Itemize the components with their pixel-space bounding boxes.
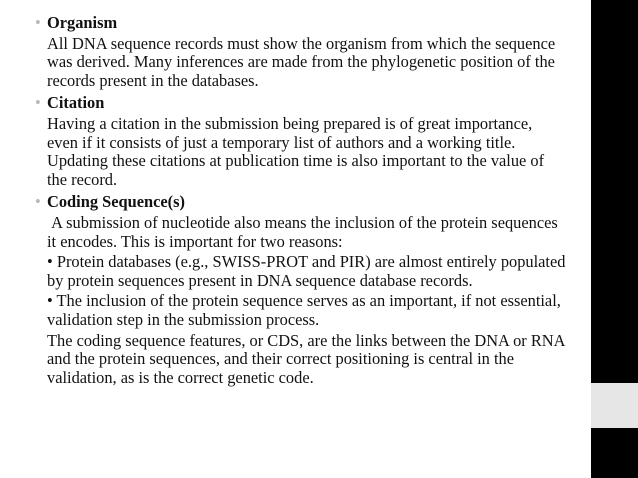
paragraph-organism: All DNA sequence records must show the organism from which the sequence was derived. Many inferences are made from the phylogenetic position of the records present in the databases. <box>47 33 556 90</box>
paragraph-coding-closing: The coding sequence features, or CDS, are the links between the DNA or RNA and the protein sequences, and their correct positioning is central in the validation, as is the correct genetic code. <box>47 330 565 387</box>
bullet-marker: • <box>35 13 41 32</box>
sidebar-accent-block <box>591 383 638 428</box>
heading-coding-sequence <box>35 192 567 212</box>
slide-content <box>35 13 567 391</box>
paragraph-citation: Having a citation in the submission being prepared is of great importance, even if it consists of just a temporary list of authors and a working title. Updating these citations at publication time is also important to the value of the record. <box>47 113 545 189</box>
paragraph-coding-intro: A submission of nucleotide also means the inclusion of the protein sequences it encodes. This is important for two reasons: <box>47 212 562 251</box>
heading-citation <box>35 93 567 113</box>
paragraph-reason-2: • The inclusion of the protein sequence serves as an important, if not essential, validation step in the submission process. <box>47 291 561 329</box>
heading-citation-text: Citation <box>47 93 105 113</box>
heading-organism <box>35 13 567 33</box>
bullet-marker: • <box>35 192 41 212</box>
bullet-marker: • <box>35 93 41 113</box>
paragraph-reason-1: • Protein databases (e.g., SWISS-PROT and PIR) are almost entirely populated by protein sequences present in DNA sequence database records. <box>47 252 566 290</box>
heading-coding-sequence-text: Coding Sequence(s) <box>47 192 185 212</box>
heading-organism-text: Organism <box>47 13 118 32</box>
